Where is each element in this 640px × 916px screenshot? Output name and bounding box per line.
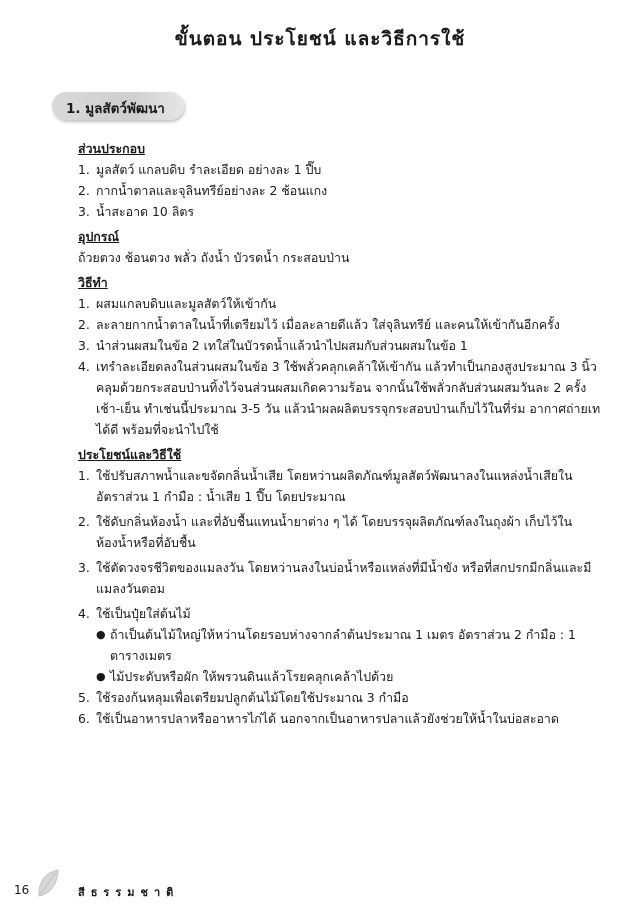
section-tab-label: 1. มูลสัตว์พัฒนา [66,101,165,117]
bullet-icon: ● [96,628,106,641]
item-text: กากน้ำตาลและจุลินทรีย์อย่างละ 2 ช้อนแกง [96,183,328,198]
item-number: 2. [78,317,90,332]
content [78,134,608,729]
list-item [78,687,608,708]
item-number: 4. [78,359,90,374]
bullet-item [96,624,608,666]
ingredients-heading: ส่วนประกอบ [78,141,145,156]
method-heading: วิธีทำ [78,275,108,290]
bullet-text: ไม้ประดับหรือผัก ให้พรวนดินแล้วโรยคลุกเคล้าไปด้วย [110,669,394,684]
bullet-icon: ● [96,670,106,683]
bullet-item [96,666,608,687]
bullet-text: ถ้าเป็นต้นไม้ใหญ่ให้หว่านโดยรอบห่างจากลำต้นประมาณ 1 เมตร อัตราส่วน 2 กำมือ : 1 ตารางเมตร [110,627,576,663]
item-text: ใช้เป็นปุ๋ยใส่ต้นไม้ [96,606,191,621]
list-item [78,557,608,599]
footer-brand: สีธรรมชาติ [78,886,180,899]
leaf-icon [36,868,60,898]
list-item [78,314,608,335]
list-item [78,335,608,356]
item-number: 3. [78,204,90,219]
item-text: ใช้ดับกลิ่นห้องน้ำ และที่อับชื้นแทนน้ำยาต่าง ๆ ได้ โดยบรรจุผลิตภัณฑ์ลงในถุงผ้า เก็บไว้ในห้องน้ำหรือที่อับชื้น [96,514,573,550]
list-item [78,603,608,624]
item-text: มูลสัตว์ แกลบดิบ รำละเอียด อย่างละ 1 ปี๊บ [96,162,322,177]
item-text: ละลายกากน้ำตาลในน้ำที่เตรียมไว้ เมื่อละลายดีแล้ว ใส่จุลินทรีย์ และคนให้เข้ากันอีกครั้ง [96,317,560,332]
list-item [78,201,608,222]
list-item [78,465,608,507]
item-number: 3. [78,338,90,353]
item-text: ใช้ตัดวงจรชีวิตของแมลงวัน โดยหว่านลงในบ่อน้ำหรือแหล่งที่มีน้ำขัง หรือที่สกปรกมีกลิ่นและมีแมลงวันตอม [96,560,592,596]
benefits-heading: ประโยชน์และวิธีใช้ [78,447,182,462]
item-number: 6. [78,711,90,726]
item-number: 2. [78,183,90,198]
item-number: 1. [78,468,90,483]
list-item [78,708,608,729]
list-item [78,180,608,201]
item-text: นำส่วนผสมในข้อ 2 เทใส่ในบัวรดน้ำแล้วนำไปผสมกับส่วนผสมในข้อ 1 [96,338,468,353]
item-number: 1. [78,296,90,311]
item-text: น้ำสะอาด 10 ลิตร [96,204,195,219]
item-text: ใช้ปรับสภาพน้ำและขจัดกลิ่นน้ำเสีย โดยหว่านผลิตภัณฑ์มูลสัตว์พัฒนาลงในแหล่งน้ำเสียในอัตราส่วน 1 กำมือ : น้ำเสีย 1 ปี๊บ โดยประมาณ [96,468,573,504]
item-number: 2. [78,514,90,529]
list-item [78,293,608,314]
item-number: 4. [78,606,90,621]
equipment-heading: อุปกรณ์ [78,229,119,244]
item-text: ใช้รองก้นหลุมเพื่อเตรียมปลูกต้นไม้โดยใช้ประมาณ 3 กำมือ [96,690,409,705]
item-text: ใช้เป็นอาหารปลาหรืออาหารไก่ได้ นอกจากเป็นอาหารปลาแล้วยังช่วยให้น้ำในบ่อสะอาด [96,711,559,726]
item-number: 1. [78,162,90,177]
list-item [78,159,608,180]
item-number: 3. [78,560,90,575]
item-number: 5. [78,690,90,705]
list-item [78,511,608,553]
list-item [78,356,608,440]
item-text: เทรำละเอียดลงในส่วนผสมในข้อ 3 ใช้พลั่วคลุกเคล้าให้เข้ากัน แล้วทำเป็นกองสูงประมาณ 3 นิ้ว คลุมด้วยกระสอบป่านทิ้งไว้จนส่วนผสมเกิดความร้อน จากนั้นใช้พลั่วกลับส่วนผสมวันละ 2 ครั้ง เช้า-เย็น ทำเช่นนี้ประมาณ 3-5 วัน แล้วนำผลผลิตบรรจุกระสอบป่านเก็บไว้ในที่ร่ม อากาศถ่ายเทได้ดี พร้อมที่จะนำไปใช้ [96,359,601,437]
section-tab [52,92,184,120]
page-title: ขั้นตอน ประโยชน์ และวิธีการใช้ [174,28,466,50]
equipment-text: ถ้วยตวง ช้อนตวง พลั่ว ถังน้ำ บัวรดน้ำ กระสอบป่าน [78,250,350,265]
page-number: 16 [14,883,30,897]
item-text: ผสมแกลบดิบและมูลสัตว์ให้เข้ากัน [96,296,277,311]
